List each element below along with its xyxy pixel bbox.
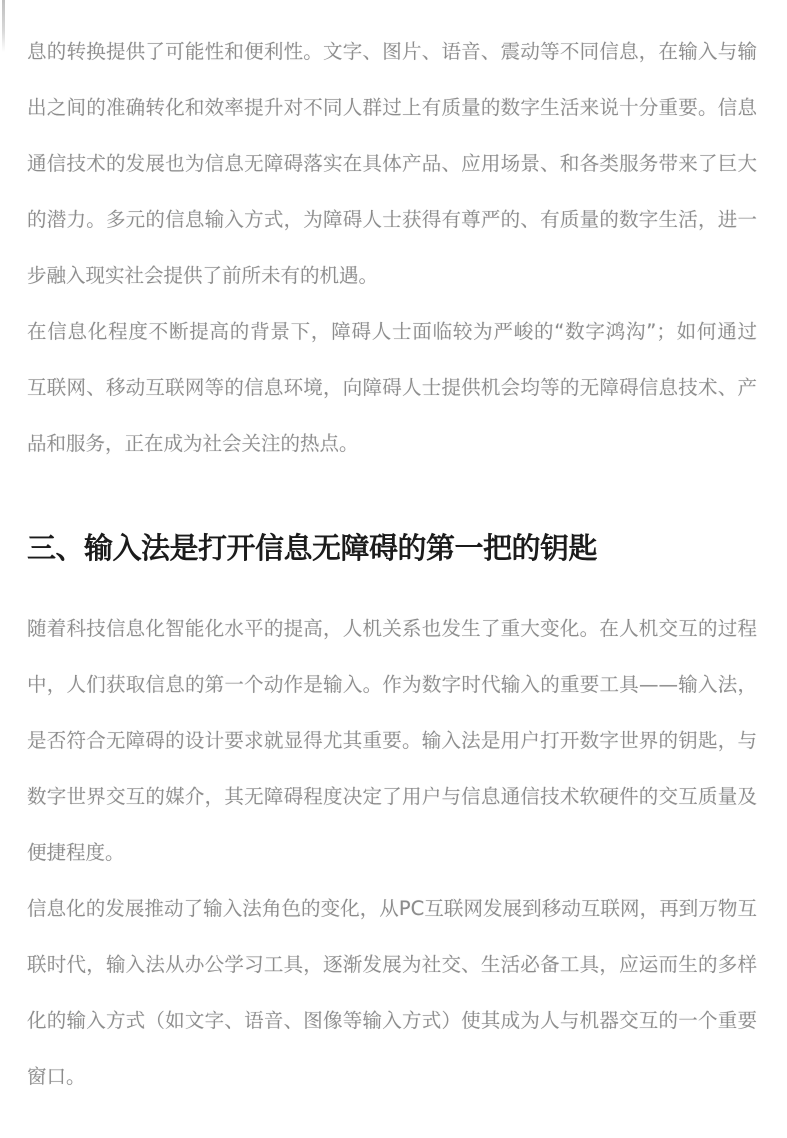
text-line: 品和服务，正在成为社会关注的热点。 [27, 432, 359, 455]
text-line: 化的输入方式（如文字、语音、图像等输入方式）使其成为人与机器交互的一个重要 [27, 1009, 757, 1032]
text-line: 窗口。 [27, 1065, 86, 1088]
text-line: 随着科技信息化智能化水平的提高，人机关系也发生了重大变化。在人机交互的过程 [27, 617, 757, 640]
text-line: 息的转换提供了可能性和便利性。文字、图片、语音、震动等不同信息，在输入与输 [27, 40, 757, 63]
text-line: 互联网、移动互联网等的信息环境，向障碍人士提供机会均等的无障碍信息技术、产 [27, 376, 757, 399]
text-line: 通信技术的发展也为信息无障碍落实在具体产品、应用场景、和各类服务带来了巨大 [27, 152, 757, 175]
text-line: 信息化的发展推动了输入法角色的变化，从PC互联网发展到移动互联网，再到万物互 [27, 897, 757, 920]
text-line: 在信息化程度不断提高的背景下，障碍人士面临较为严峻的“数字鸿沟”；如何通过 [27, 320, 757, 343]
text-line: 的潜力。多元的信息输入方式，为障碍人士获得有尊严的、有质量的数字生活，进一 [27, 208, 757, 231]
text-line: 中，人们获取信息的第一个动作是输入。作为数字时代输入的重要工具——输入法， [27, 673, 757, 696]
text-line: 是否符合无障碍的设计要求就显得尤其重要。输入法是用户打开数字世界的钥匙，与 [27, 729, 757, 752]
text-line: 联时代，输入法从办公学习工具，逐渐发展为社交、生活必备工具，应运而生的多样 [27, 953, 757, 976]
paragraph-1 [27, 24, 757, 304]
section-heading: 三、输入法是打开信息无障碍的第一把的钥匙 [27, 531, 598, 565]
text-line: 步融入现实社会提供了前所未有的机遇。 [27, 264, 379, 287]
text-line: 便捷程度。 [27, 841, 125, 864]
paragraph-4 [27, 881, 757, 1105]
text-line: 出之间的准确转化和效率提升对不同人群过上有质量的数字生活来说十分重要。信息 [27, 96, 757, 119]
text-line: 数字世界交互的媒介，其无障碍程度决定了用户与信息通信技术软硬件的交互质量及 [27, 785, 757, 808]
paragraph-3 [27, 601, 757, 881]
paragraph-2 [27, 304, 757, 472]
